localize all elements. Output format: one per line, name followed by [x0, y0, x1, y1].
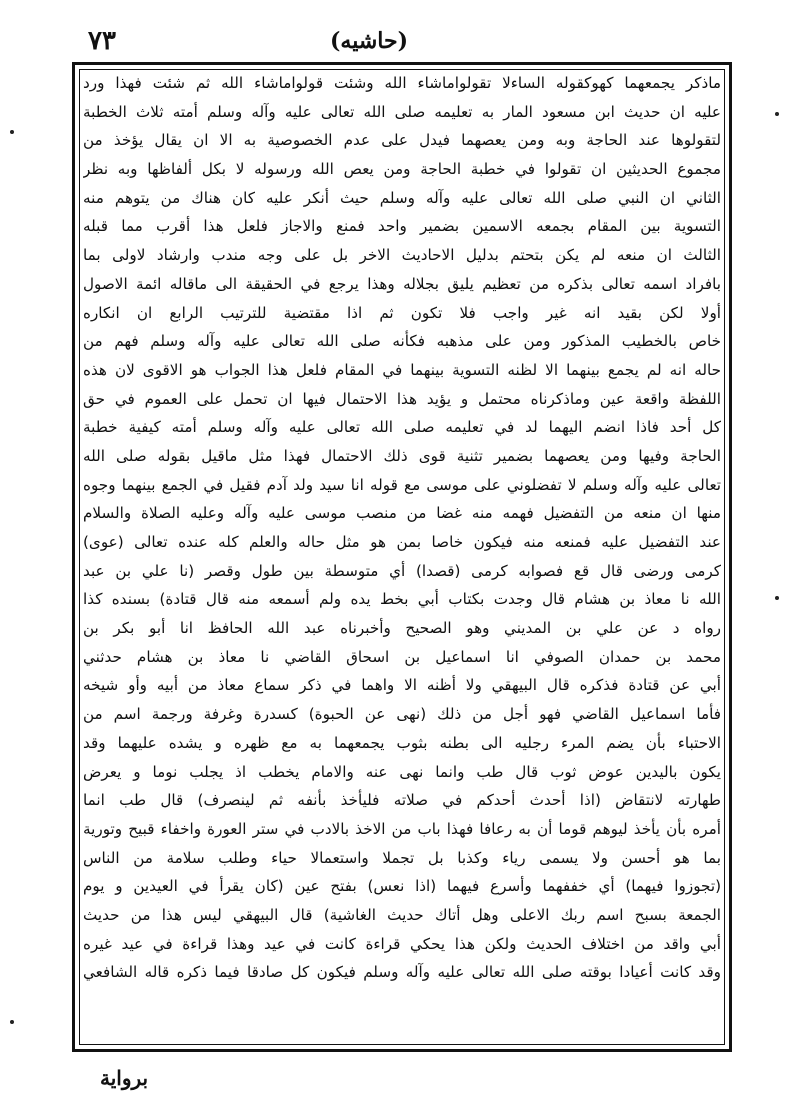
text-line: وقد كانت أعيادا بوقته صلى الله تعالى عليه وآله وسلم فيكون كل صادقا فيما ذكره قاله الشافعي	[83, 963, 721, 982]
catchword: برواية	[100, 1066, 149, 1090]
text-line: مجموع الحديثين ان تقولوا في خطبة الحاجة ومن يعص الله ورسوله لا بكل ألفاظها وبه نظر	[83, 160, 721, 179]
text-line: أبي واقد من اختلاف الحديث ولكن هذا يحكي قراءة كانت في عيد وهذا قراءة في عيد غيره	[83, 934, 721, 953]
text-line: الجمعة بسبح اسم ربك الاعلى وهل أتاك حديث الغاشية) قال البيهقي ليس هذا من حديث	[83, 905, 721, 924]
text-line: عند التفضيل عليه فمنعه منه فيكون خاصا بمن هو مثل حاله والعلم كله عنده تعالى (عوى)	[83, 533, 721, 551]
text-line: الاحتباء بأن يضم المرء رجليه الى بطنه بثوب يجمعهما به مع ظهره و يشده عليهما وقد	[83, 733, 721, 752]
body-text	[83, 69, 721, 987]
running-header: (حاشيه)	[330, 28, 409, 54]
text-line: بافراد اسمه تعالى بذكره من تعظيم يليق بجلاله وهذا يرجع في الحقيقة الى ماقاله ائمة الاصول	[83, 274, 721, 293]
text-line: فأما اسماعيل القاضي فهو أجل من ذلك (نهى عن الحبوة) كسدرة وغرفة ورجمة اسم من	[83, 705, 721, 724]
text-line: خاص بالخطيب المذكور ومن على مذهبه فكأنه صلى الله تعالى عليه وآله وسلم فهم من	[83, 332, 721, 351]
text-line: الله نا معاذ بن هشام قال وجدت بكتاب أبي بخط يده ولم أسمعه منه قال قتادة) بسنده كذا	[83, 590, 721, 609]
text-line: كرمى ورضى قال قع فصوابه كرمى (قصدا) أي متوسطة بين طول وقصر (نا علي بن عبد	[83, 561, 721, 580]
text-line: بما هو أحسن ولا يسمى رياء وكذبا بل تجملا واستعمالا حياء وطلب سلامة من الناس	[83, 848, 721, 867]
text-line: حاله انه لم يجمع بينهما الا لظنه التسوية بينهما في المقام فلعل هذا الجواب هو الاقوى لان هذه	[83, 360, 721, 379]
text-line: كل أحد فاذا انضم اليهما لد في تعليمه صلى الله تعالى عليه وآله وسلم أمته كيفية خطبة	[83, 418, 721, 437]
text-line: أمره بأن يأخذ ليوهم قوما أن به رعافا فهذا باب من الاخذ بالادب في ستر العورة واخفاء قبيح وتورية	[83, 819, 721, 838]
text-line: (تجوزوا فيهما) أي خففهما وأسرع فيهما (اذا نعس) بفتح عين (كان يقرأ في العيدين و يوم	[83, 877, 721, 896]
page-number: ٧٣	[88, 26, 116, 56]
text-line: أولا لكن بقيد انه غير واجب فلا تكون ثم اذا مقتضية للترتيب الرابع ان انكاره	[83, 303, 721, 322]
text-line: تعالى عليه وآله وسلم لا تفضلوني على موسى مع قوله انا سيد ولد آدم فقيل في الجمع بينهما وجوه	[83, 475, 721, 494]
text-frame	[72, 62, 732, 1052]
text-line: الحاجة وفيها ومن يعصهما بضمير تثنية قوى ذلك الاحتمال فهذا مثل ماقيل بقوله صلى الله	[83, 446, 721, 465]
text-line: طهارته لانتقاض (اذا أحدث أحدكم في صلاته فليأخذ بأنفه ثم لينصرف) قال طب انما	[83, 791, 721, 810]
text-line: الثاني ان النبي صلى الله تعالى عليه وآله وسلم حيث أنكر عليه كان هناك من يتوهم منه	[83, 188, 721, 207]
text-line: ماذكر يجمعهما كهوكقوله الساءلا تقولواماشاء الله وشئت قولواماشاء الله ثم شئت فهذا ورد	[83, 74, 721, 92]
text-line: رواه د عن علي بن المديني وهو الصحيح وأخبرناه عبد الله الحافظ انا أبو بكر بن	[83, 619, 721, 638]
text-line: عليه ان حديث ابن مسعود المار به تعليمه صلى الله تعالى عليه وآله وسلم أمته ثلاث الخطبة	[83, 102, 721, 121]
text-line: محمد بن حمدان الصوفي انا اسماعيل بن اسحاق القاضي نا معاذ بن هشام حدثني	[83, 647, 721, 666]
text-line: لتقولوها عند الحاجة وبه ومن يعصهما فيدل على عدم الخصوصية به الا ان يقال يؤخذ من	[83, 131, 721, 150]
text-line: منها ان منعه من التفضيل فهمه منه غضا من منصب موسى عليه وآله وعليه الصلاة والسلام	[83, 504, 721, 523]
text-line: يكون باليدين عوض ثوب قال طب وانما نهى عنه والامام يخطب اذ يجلب نوما و يعرض	[83, 762, 721, 781]
scan-speck	[10, 130, 14, 134]
text-line: أبي عن قتادة فذكره قال البيهقي ولا أظنه الا واهما في ذكر سماع معاذ من أبيه وأو شيخه	[83, 676, 721, 695]
text-line: اللفظة واقعة عين وماذكرناه محتمل و يؤيد هذا الاحتمال فيها ان تحمل على العموم في حق	[83, 389, 721, 408]
scan-speck	[775, 112, 779, 116]
text-line: التسوية بين المقام بجمعه الاسمين بضمير واحد فمنع والاجاز فلعل هذا أقرب مما قبله	[83, 217, 721, 236]
scan-speck	[10, 1020, 14, 1024]
scan-speck	[775, 596, 779, 600]
text-line: الثالث ان منعه لم يكن بتحتم بدليل الاحاديث الاخر بل على وجه مندب وارشاد لاولى بما	[83, 246, 721, 265]
